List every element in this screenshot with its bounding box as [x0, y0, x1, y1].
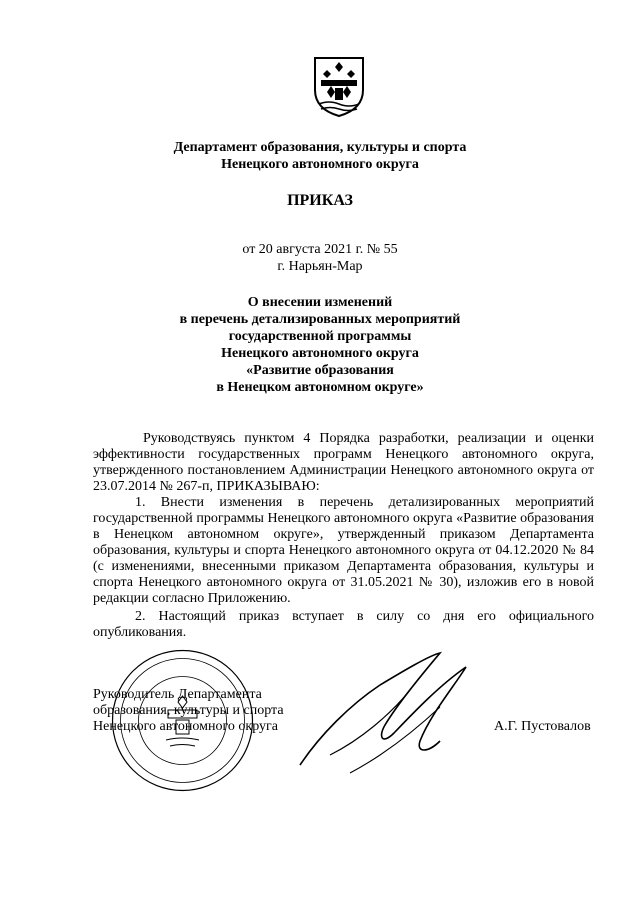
- title-line-5: «Развитие образования: [246, 363, 394, 378]
- city: г. Нарьян-Мар: [277, 259, 363, 274]
- position-line-1: Руководитель Департамента: [93, 687, 262, 702]
- paragraph-item-2: 2. Настоящий приказ вступает в силу со дня его официального опубликования.: [93, 609, 594, 640]
- coat-of-arms-icon: [313, 56, 365, 118]
- position-line-3: Ненецкого автономного округа: [93, 719, 278, 734]
- date-number: от 20 августа 2021 г. № 55: [242, 242, 398, 257]
- title-line-3: государственной программы: [228, 329, 412, 344]
- title-line-1: О внесении изменений: [247, 295, 393, 310]
- department-line-2: Ненецкого автономного округа: [221, 157, 419, 172]
- title-line-6: в Ненецком автономном округе»: [216, 380, 424, 395]
- title-line-2: в перечень детализированных мероприятий: [179, 312, 461, 327]
- signatory-name: А.Г. Пустовалов: [494, 719, 591, 734]
- department-line-1: Департамент образования, культуры и спорта: [173, 140, 467, 155]
- handwritten-signature: [290, 645, 490, 780]
- title-line-4: Ненецкого автономного округа: [221, 346, 419, 361]
- position-line-2: образования, культуры и спорта: [93, 703, 284, 718]
- paragraph-preamble: Руководствуясь пунктом 4 Порядка разработки, реализации и оценки эффективности государственных программ Ненецкого автономного округа, утвержденного постановлением Администрации Ненецкого автономного округа от 23.07.2014 № 267-п, ПРИКАЗЫВАЮ:: [93, 431, 594, 494]
- document-title: [0, 294, 640, 396]
- paragraph-item-1: 1. Внести изменения в перечень детализированных мероприятий государственной программы Ненецкого автономного округа «Развитие образования в Ненецком автономном округе», утвержденный приказом Департамента образования, культуры и спорта Ненецкого автономного округа от 04.12.2020 № 84 (с изменениями, внесенными приказом Департамента образования, культуры и спорта Ненецкого автономного округа от 31.05.2021 № 30), изложив его в новой редакции согласно Приложению.: [93, 495, 594, 606]
- date-block: [0, 241, 640, 275]
- document-type: ПРИКАЗ: [287, 192, 353, 209]
- signatory-position: [93, 687, 284, 735]
- department-name: [0, 139, 640, 173]
